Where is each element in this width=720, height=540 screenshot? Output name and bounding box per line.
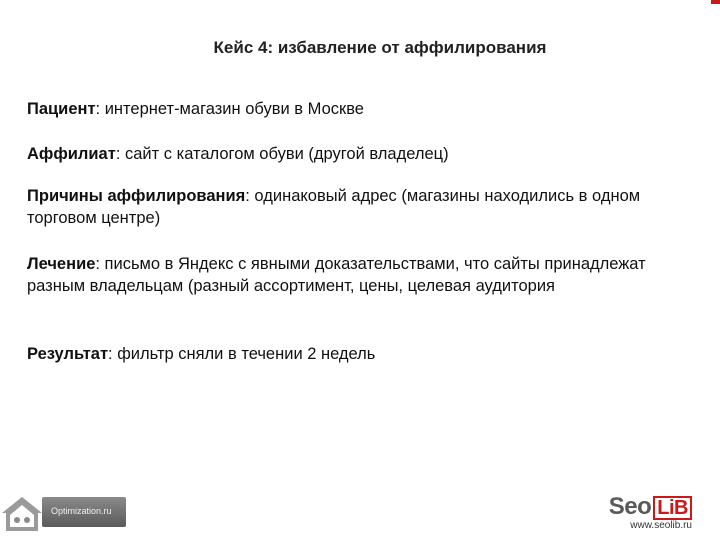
seolib-lib: LiB bbox=[653, 496, 692, 520]
item-text: : письмо в Яндекс с явными доказательствами, что сайты принадлежат разным владельцам (разный ассортимент, цены, целевая аудитория bbox=[27, 255, 646, 295]
item-treatment bbox=[27, 253, 647, 297]
seolib-logo bbox=[592, 493, 692, 535]
item-label: Причины аффилирования bbox=[27, 187, 246, 205]
seolib-seo: Seo bbox=[608, 493, 652, 520]
item-text: : интернет-магазин обуви в Москве bbox=[95, 100, 364, 118]
seolib-wordmark bbox=[609, 493, 692, 521]
item-text: : сайт с каталогом обуви (другой владелец) bbox=[115, 145, 449, 163]
optimization-text: Optimization.ru bbox=[51, 506, 112, 516]
item-text: : фильтр сняли в течении 2 недель bbox=[108, 345, 376, 363]
optimization-box bbox=[42, 497, 126, 527]
top-bar bbox=[0, 0, 720, 3]
item-affiliate bbox=[27, 143, 647, 165]
item-label: Аффилиат bbox=[27, 145, 116, 163]
item-label: Результат bbox=[27, 345, 109, 363]
item-result bbox=[27, 343, 647, 365]
optimization-logo bbox=[0, 493, 128, 533]
item-label: Пациент bbox=[27, 100, 96, 118]
top-accent bbox=[711, 0, 720, 4]
house-icon bbox=[0, 493, 44, 533]
slide-title: Кейс 4: избавление от аффилирования bbox=[213, 38, 547, 57]
item-patient bbox=[27, 98, 647, 120]
item-reasons bbox=[27, 185, 647, 229]
seolib-url: www.seolib.ru bbox=[630, 520, 692, 531]
item-text: : одинаковый адрес (магазины находились в одном торговом центре) bbox=[27, 187, 641, 227]
item-label: Лечение bbox=[27, 255, 96, 273]
